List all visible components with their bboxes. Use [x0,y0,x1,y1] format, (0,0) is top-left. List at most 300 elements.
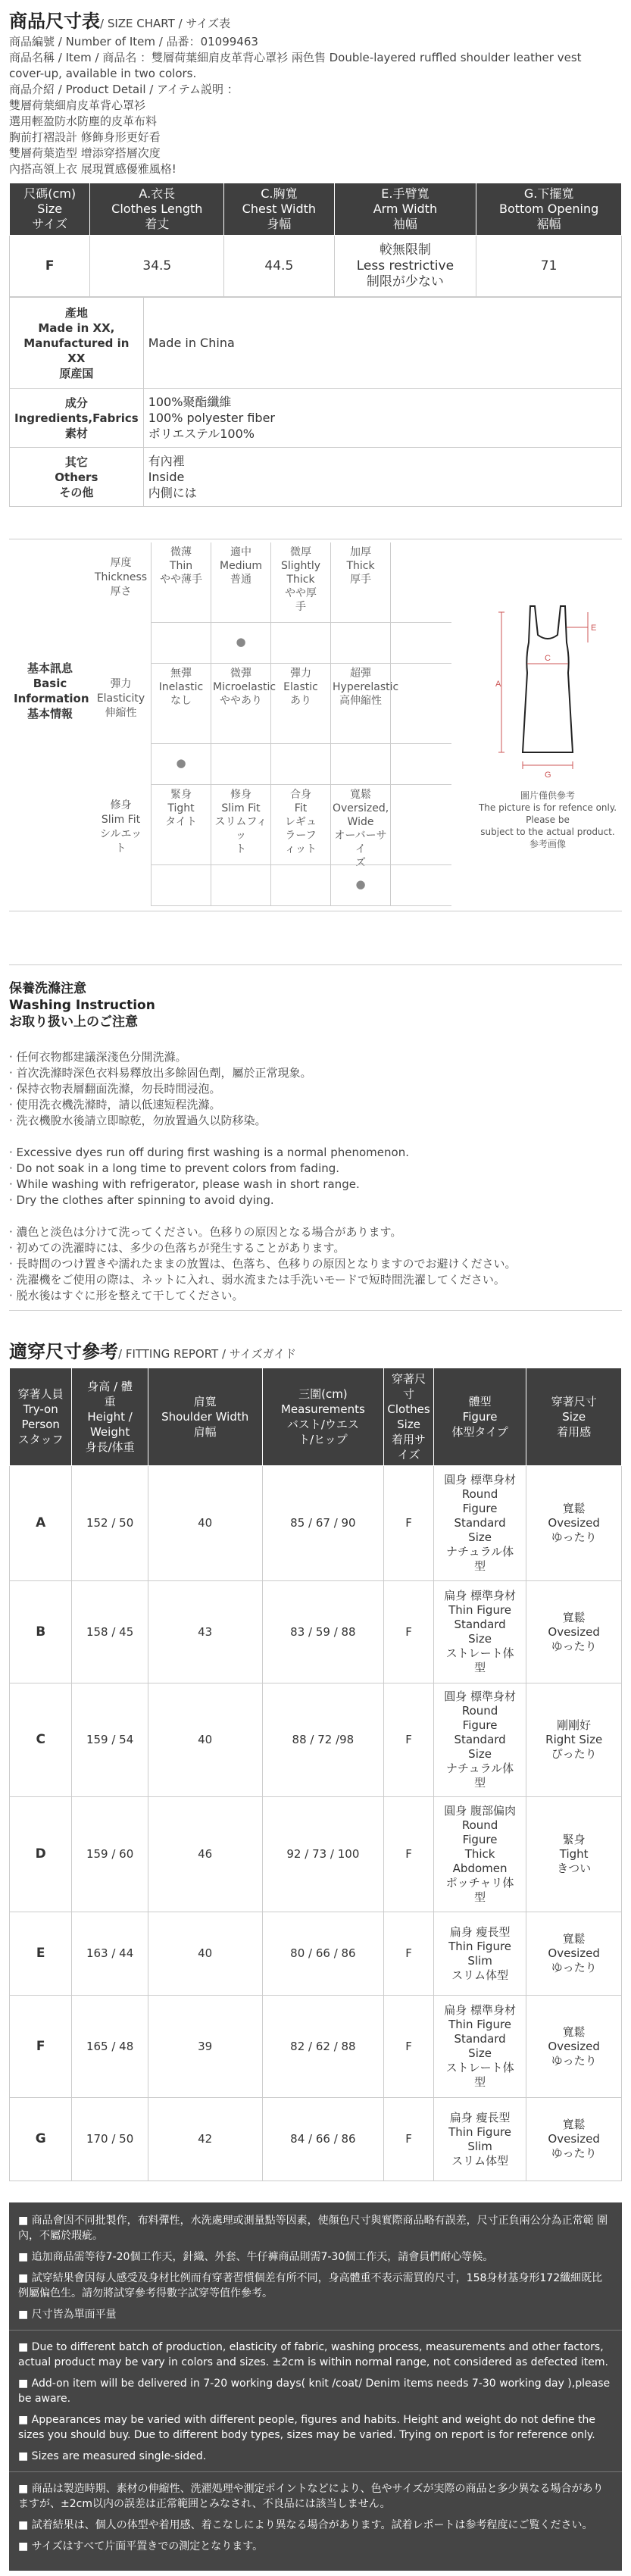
text-line: 寬鬆 [562,1610,586,1624]
text-line: · 洗衣機脫水後請立即晾乾，勿放置過久以防移染。 [9,1114,267,1127]
text-line: スタッフ [17,1433,64,1446]
text-line: 彈力 [110,678,132,690]
text-line: 身長/体重 [85,1440,135,1454]
clothes-size-cell: F [384,1797,434,1912]
fitting-column-header [384,1368,434,1466]
text-line: 修身 [230,789,251,801]
text-line: Fit [294,802,308,814]
text-line: Slim Fit [101,814,141,826]
text-line: 寬鬆 [562,2024,586,2039]
text-line: · 保持衣物表層翻面洗滌，勿長時間浸泡。 [9,1082,221,1096]
table-row [10,1996,622,2098]
product-detail-table [9,297,622,507]
text-line: 加厚 [350,546,371,558]
fit-feel-cell [526,1797,622,1912]
basic-information-grid [91,542,451,906]
text-line: Standard [454,2032,506,2046]
text-line: 圓身 標準身材 [444,1690,516,1703]
others-row [10,448,622,507]
text-line: 型 [474,1890,486,1904]
info-line: 內搭高領上衣 展現質感優雅風格! [9,162,176,176]
arm-width-value: 較無限制 Less restrictive 制限が少ない [334,236,476,297]
tank-top-outline-icon [491,597,604,786]
fitting-report-heading [9,1336,622,1363]
selection-dot-cell [331,623,391,663]
product-info [9,34,622,177]
washing-list [9,1049,622,1304]
basic-information-title: 基本訊息 Basic Information 基本情報 [14,661,89,721]
figure-type-cell [433,1466,526,1581]
clothes-size-cell: F [384,1581,434,1683]
text-line: ゆったり [551,1639,597,1653]
text-line: 寬鬆 [350,789,371,801]
text-line: Thick [464,1847,495,1861]
text-line: Ovesized [548,1516,600,1530]
text-line: 厚さ [110,586,132,598]
text-line: Figure [462,1502,498,1515]
text-line: Shoulder Width [161,1410,249,1424]
measurements-cell: 80 / 66 / 86 [262,1912,384,1996]
clothes-size-cell: F [384,2098,434,2181]
text-line: ゆったり [551,2146,597,2160]
washing-instruction-section [9,964,622,1311]
text-line: Standard [454,1733,506,1746]
clothes-size-cell: F [384,1466,434,1581]
fit-feel-cell [526,1996,622,2098]
fitting-column-header [433,1368,526,1466]
text-line: Thin Figure [448,2018,512,2031]
text-line: Size [562,1410,586,1424]
text-line: Measurements [280,1402,365,1416]
text-line: Size [468,2046,492,2060]
fitting-column-header [72,1368,148,1466]
text-line: Right Size [545,1733,603,1746]
figure-type-cell [433,1912,526,1996]
shoulder-width-cell: 40 [148,1683,262,1797]
text-line: Clothes [387,1402,430,1416]
bottom-opening-header: G.下擺寬 Bottom Opening 裾幅 [476,183,622,236]
text-line: 扁身 瘦長型 [449,1924,511,1939]
selection-dot-cell [152,865,211,905]
text-line: タイト [165,816,197,828]
figure-type-cell [433,1683,526,1797]
text-line: 穿著尺 [392,1372,426,1386]
measurements-cell: 88 / 72 /98 [262,1683,384,1797]
text-line: 寬鬆 [562,1502,586,1515]
size-chart-title: 商品尺寸表 [9,11,100,32]
fitting-report-table [9,1368,622,2181]
text-line: イズ [397,1448,420,1462]
text-line: Size [397,1418,420,1431]
shoulder-width-cell: 46 [148,1797,262,1912]
note-item: ■ サイズはすべて片面平置きでの測定となります。 [18,2540,264,2553]
basic-info-row [91,785,451,906]
chest-width-value: 44.5 [224,236,334,297]
clothes-length-header: A.衣長 Clothes Length 着丈 [90,183,224,236]
text-line: Height / [87,1410,133,1424]
size-chart-header-row [10,183,622,236]
arm-width-header: E.手臂寬 Arm Width 袖幅 [334,183,476,236]
shoulder-width-cell: 42 [148,2098,262,2181]
basic-info-row [91,542,451,664]
text-line: Tight [167,802,195,814]
text-line: やや薄手 [160,574,202,586]
note-item: ■ Due to different batch of production, elasticity of fabric, washing process, measurements and other factors, actual product may be vary in colors and sizes. ±2cm is within normal range, not considered as defected item. [18,2341,608,2368]
text-line: Thick [286,574,315,586]
try-on-person-cell: A [10,1466,72,1581]
text-line: Slim [467,2139,492,2153]
text-line: Oversized, [333,802,389,814]
text-line: 身高 / 體 [87,1380,133,1393]
size-value: F [10,236,90,297]
dimension-a-label: A [495,680,501,689]
fitting-column-header [262,1368,384,1466]
text-line: Standard [454,1516,506,1530]
text-line: レギュ [285,816,317,828]
text-line: · Excessive dyes run off during first washing is a normal phenomenon. [9,1146,409,1159]
basic-info-option [211,785,271,864]
text-line: 普通 [230,574,251,586]
text-line: Slim Fit [221,802,261,814]
fitting-column-header [526,1368,622,1466]
info-line: cover-up, available in two colors. [9,67,197,80]
height-weight-cell: 158 / 45 [72,1581,148,1683]
basic-info-option [331,542,391,622]
text-line: ィット [285,843,317,855]
text-line: 圓身 腹部偏肉 [444,1804,516,1818]
text-line: · Dry the clothes after spinning to avoid dying. [9,1193,274,1207]
selected-dot-icon: ● [355,877,366,891]
text-line: 無彈 [170,667,192,680]
info-line: 商品編號 / Number of Item / 品番：01099463 [9,35,258,48]
text-line: Try-on [23,1402,58,1416]
text-line: 厚手 [350,574,371,586]
text-line: 扁身 標準身材 [444,1589,516,1602]
shoulder-width-cell: 40 [148,1912,262,1996]
text-line: Slightly [280,560,321,572]
selected-dot-icon: ● [236,635,246,649]
basic-information-section [9,539,622,911]
height-weight-cell: 159 / 54 [72,1683,148,1797]
text-line: 厚度 [110,557,132,569]
text-line: 適中 [230,546,251,558]
text-line: Ovesized [548,2039,600,2053]
try-on-person-cell: D [10,1797,72,1912]
table-row [10,236,622,297]
text-line: あり [290,695,311,707]
text-line: ト [115,843,127,855]
selection-dot-cell [331,865,391,905]
selected-dot-icon: ● [176,756,186,770]
try-on-person-cell: F [10,1996,72,2098]
text-line: Abdomen [452,1862,508,1875]
basic-info-option [152,785,211,864]
note-item: ■ 試穿結果會因每人感受及身材比例而有穿著習慣個差有所不同，身高體重不表示需買的尺寸，158身材基身形172纖細既比例屬偏色生。請勿將試穿參考得數字試穿等值作參考。 [18,2272,603,2299]
selection-dot-cell [271,623,331,663]
text-line: Microelastic [213,681,276,693]
figure-type-cell [433,1797,526,1912]
text-line: Hyperelastic [333,681,399,693]
text-line: Thin Figure [448,1603,512,1617]
table-row [10,1912,622,1996]
basic-info-option [331,664,399,743]
try-on-person-cell: E [10,1912,72,1996]
fit-feel-cell [526,1581,622,1683]
text-line: スリム体型 [451,1968,509,1982]
text-line: Round [461,1704,498,1718]
table-row [10,1581,622,1683]
text-line: 肩寬 [193,1395,217,1408]
table-row [10,1466,622,1581]
text-line: 着用サ [392,1433,426,1446]
material-row [10,389,622,448]
text-line: 寬鬆 [562,2118,586,2131]
text-line: Size [468,1530,492,1544]
measurements-cell: 83 / 59 / 88 [262,1581,384,1683]
fitting-column-header [148,1368,262,1466]
info-line: 商品名稱 / Item / 商品名 ：雙層荷葉細肩皮革背心罩衫 兩色售 Double-layered ruffled shoulder leather vest [9,51,582,64]
text-line: Medium [220,560,262,572]
text-line: Thickness [94,571,148,583]
text-line: ポッチャリ体 [445,1876,514,1890]
figure-note: 圖片僅供參考 The picture is for refence only. Please be subject to the actual product. 参考画像 [478,790,617,849]
basic-info-row [91,664,451,785]
basic-info-category [91,542,152,664]
text-line: ト/ヒップ [298,1433,348,1446]
text-line: Ovesized [548,1946,600,1960]
note-item: ■ 商品は製造時期、素材の伸縮性、洗濯処理や測定ポイントなどにより、色やサイズが実際の商品と多少異なる場合がありますが、±2cm以内の誤差は正常範囲とみなされ、不良品には該当しません。 [18,2483,604,2510]
text-line: ズ [355,857,366,869]
text-line: ぴったり [551,1747,597,1761]
text-line: · 使用洗衣機洗滌時，請以低速短程洗滌。 [9,1098,221,1111]
basic-info-category [91,785,152,906]
origin-label: 產地 Made in XX, Manufactured in XX 原産国 [10,298,144,389]
text-line: Thin Figure [448,2124,512,2139]
selection-dot-cell [152,744,211,784]
text-line: ストレート体 [445,2061,514,2074]
text-line: スリム体型 [451,2153,509,2168]
others-value: 有內裡 Inside 内側には [143,448,621,507]
text-line: 剛剛好 [557,1718,592,1732]
dimension-e-label: E [591,624,597,633]
text-line: 型 [474,1661,486,1674]
text-line: ナチュラル体 [446,1762,514,1775]
text-line: 型 [474,2075,486,2089]
text-line: Standard [454,1618,506,1631]
text-line: 圓身 標準身材 [444,1473,516,1487]
garment-diagram [464,597,631,850]
text-line: 重 [104,1395,116,1408]
selection-dot-cell [211,744,271,784]
chest-width-header: C.胸寬 Chest Width 身幅 [224,183,334,236]
basic-info-option [271,542,331,622]
size-chart-heading [9,0,622,33]
measurements-cell: 85 / 67 / 90 [262,1466,384,1581]
height-weight-cell: 170 / 50 [72,2098,148,2181]
height-weight-cell: 152 / 50 [72,1466,148,1581]
basic-info-option [152,664,211,743]
text-line: Wide [347,816,374,828]
measurements-cell: 92 / 73 / 100 [262,1797,384,1912]
note-item: ■ 尺寸皆為單面平量 [18,2309,117,2321]
height-weight-cell: 159 / 60 [72,1797,148,1912]
origin-row [10,298,622,389]
info-line: 胸前打褶設計 修飾身形更好看 [9,130,161,144]
bottom-opening-value: 71 [476,236,622,297]
text-line: Thin [169,560,193,572]
text-line: 手 [295,601,306,613]
measurements-cell: 84 / 66 / 86 [262,2098,384,2181]
table-row [10,2098,622,2181]
text-line: Thick [346,560,375,572]
try-on-person-cell: B [10,1581,72,1683]
text-line: Figure [462,1833,498,1846]
selection-dot-cell [271,865,331,905]
text-line: ト [236,843,246,855]
text-line: Figure [462,1718,498,1732]
text-line: Elasticity [96,692,145,705]
clothes-size-cell: F [384,1912,434,1996]
text-line: ゆったり [551,1961,597,1974]
text-line: きつい [557,1862,592,1875]
shoulder-width-cell: 40 [148,1466,262,1581]
text-line: 三圍(cm) [298,1387,348,1401]
table-row [10,1683,622,1797]
note-item: ■ Add-on item will be delivered in 7-20 working days( knit /coat/ Denim items needs 7-30 working day ),please be aware. [18,2377,611,2405]
selection-dot-cell [211,623,271,663]
basic-info-option [271,664,331,743]
basic-info-option [211,664,276,743]
text-line: · 洗濯機をご使用の際は、ネットに入れ、弱水流または手洗いモードで短時間洗濯してください。 [9,1273,505,1286]
text-line: · 濃色と淡色は分けて洗ってください。色移りの原因となる場合があります。 [9,1225,402,1239]
text-line: 寸 [403,1387,415,1401]
shoulder-width-cell: 39 [148,1996,262,2098]
text-line: · 長時間のつけ置きや濡れたままの放置は、色落ち、色移りの原因となりますのでお避けください。 [9,1257,517,1271]
text-line: 穿著人員 [17,1387,64,1401]
text-line: オーバーサイ [334,830,387,855]
note-item: ■ 試着結果は、個人の体型や着用感、着こなしにより異なる場合があります。試着レポートは参考程度にご覧ください。 [18,2519,593,2531]
size-header: 尺碼(cm) Size サイズ [10,183,90,236]
fitting-column-header [10,1368,72,1466]
text-line: 緊身 [170,789,192,801]
shoulder-width-cell: 43 [148,1581,262,1683]
basic-info-option [271,785,331,864]
fit-feel-cell [526,1466,622,1581]
text-line: 寬鬆 [562,1932,586,1946]
text-line: Size [468,1747,492,1761]
info-line: 選用輕盈防水防塵的皮革布料 [9,114,158,128]
basic-info-option [211,542,271,622]
text-line: · Do not soak in a long time to prevent colors from fading. [9,1161,340,1175]
size-chart-table [9,183,622,297]
note-item: ■ Appearances may be varied with different people, figures and habits. Height and weight do not define the sizes you should buy. Due to different body types, sizes may be varied. Trying on report is for reference only. [18,2414,596,2441]
fit-feel-cell [526,1912,622,1996]
dimension-c-label: C [545,654,551,663]
basic-info-category [91,664,152,785]
text-line: Weight [89,1425,130,1439]
figure-type-cell [433,1581,526,1683]
material-label: 成分 Ingredients,Fabrics 素材 [10,389,144,448]
text-line: 型 [474,1559,486,1573]
info-line: 雙層荷葉造型 增添穿搭層次度 [9,146,161,160]
text-line: ややあり [220,695,262,707]
text-line: 緊身 [562,1833,586,1846]
text-line: Thin Figure [448,1939,512,1953]
text-line: 彈力 [290,667,311,680]
text-line: ゆったり [551,2053,597,2068]
text-line: 微厚 [290,546,311,558]
text-line: ゆったり [551,1530,597,1544]
text-line: 扁身 瘦長型 [449,2110,511,2124]
material-value: 100%聚酯纖維 100% polyester fiber ポリエステル100% [143,389,621,448]
fitting-report-subtitle: / FITTING REPORT / サイズガイド [118,1347,297,1361]
size-chart-subtitle: / SIZE CHART / サイズ表 [100,17,231,30]
text-line: 體型 [468,1395,492,1408]
text-line: スリムフィッ [214,816,267,842]
text-line: 扁身 標準身材 [444,2003,516,2017]
note-item: ■ Sizes are measured single-sided. [18,2450,207,2462]
basic-info-option [152,542,211,622]
selection-dot-cell [152,623,211,663]
clothes-length-value: 34.5 [90,236,224,297]
text-line: Round [461,1487,498,1501]
text-line: Size [468,1632,492,1646]
origin-value: Made in China [143,298,621,389]
text-line: Figure [462,1410,498,1424]
fitting-header-row [10,1368,622,1466]
text-line: Person [21,1418,60,1431]
text-line: 超彈 [350,667,371,680]
text-line: やや厚 [285,587,317,599]
washing-title: 保養洗滌注意 Washing Instruction お取り扱い上のご注意 [9,981,155,1030]
basic-info-option [331,785,391,869]
notes-section [9,2202,622,2571]
text-line: 着用感 [557,1425,592,1439]
note-item: ■ 商品會因不同批製作，布料彈性，水洗處理或測量點等因素，使顏色尺寸與實際商品略有誤差，尺寸正負兩公分為正常範 圍內，不屬於瑕疵。 [18,2215,608,2242]
text-line: 穿著尺寸 [551,1395,597,1408]
text-line: Elastic [283,681,318,693]
fit-feel-cell [526,2098,622,2181]
selection-dot-cell [211,865,271,905]
others-label: 其它 Others その他 [10,448,144,507]
figure-type-cell [433,2098,526,2181]
fit-feel-cell [526,1683,622,1797]
selection-dot-cell [271,744,331,784]
text-line: 伸縮性 [105,707,137,719]
text-line: ストレート体 [445,1646,514,1660]
measurements-cell: 82 / 62 / 88 [262,1996,384,2098]
text-line: 合身 [290,789,311,801]
text-line: 肩幅 [193,1425,217,1439]
try-on-person-cell: C [10,1683,72,1797]
text-line: 微薄 [170,546,192,558]
info-line: 雙層荷葉細肩皮革背心罩衫 [9,98,146,112]
height-weight-cell: 165 / 48 [72,1996,148,2098]
text-line: シルエッ [99,828,142,840]
text-line: 型 [474,1776,486,1790]
figure-type-cell [433,1996,526,2098]
text-line: なし [170,695,192,707]
text-line: ラーフ [285,830,317,842]
text-line: · 首次洗滌時深色衣料易釋放出多餘固色劑，屬於正常現象。 [9,1066,312,1080]
height-weight-cell: 163 / 44 [72,1912,148,1996]
try-on-person-cell: G [10,2098,72,2181]
text-line: ナチュラル体 [446,1545,514,1558]
info-line: 商品介紹 / Product Detail / アイテム説明 ： [9,83,239,96]
text-line: Tight [559,1847,589,1861]
fitting-report-title: 適穿尺寸參考 [9,1341,118,1362]
text-line: · 脱水後はすぐに形を整えて干してください。 [9,1289,244,1302]
